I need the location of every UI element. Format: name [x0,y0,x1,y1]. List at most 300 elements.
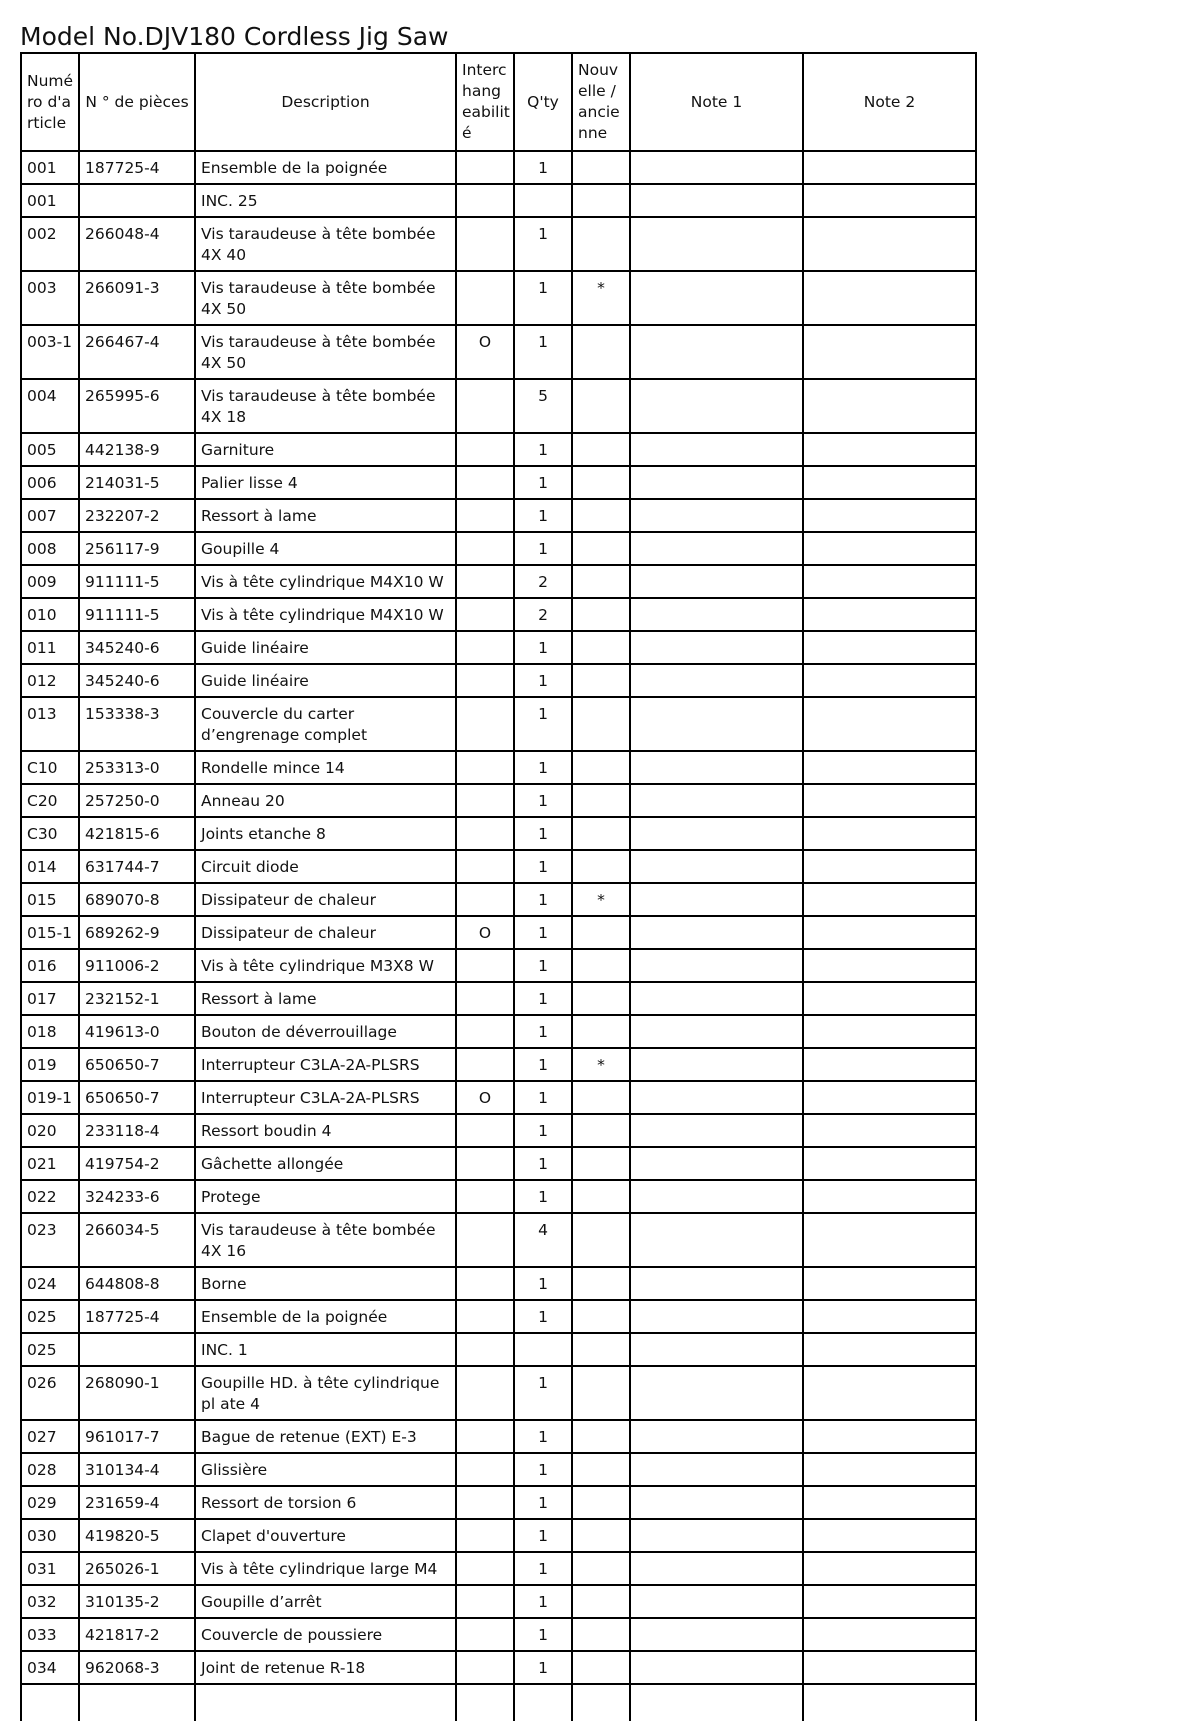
note1-cell [630,883,803,916]
part-number-cell: 631744-7 [79,850,195,883]
interchangeability-cell [456,379,514,433]
note2-cell [803,751,976,784]
note1-cell [630,1015,803,1048]
table-row [21,151,976,184]
note1-cell [630,499,803,532]
header-interchangeability: Interc hang eabilit é [456,53,514,151]
quantity-cell: 1 [514,1552,572,1585]
interchangeability-cell [456,697,514,751]
part-number-cell: 419820-5 [79,1519,195,1552]
description-cell: Goupille HD. à tête cylindrique pl ate 4 [195,1366,456,1420]
description-cell: Palier lisse 4 [195,466,456,499]
item-number-cell: 025 [21,1300,79,1333]
interchangeability-cell [456,1300,514,1333]
quantity-cell: 1 [514,1366,572,1420]
table-row [21,883,976,916]
item-number-cell: 001 [21,184,79,217]
table-row [21,1213,976,1267]
part-number-cell: 187725-4 [79,151,195,184]
table-row [21,1453,976,1486]
note2-cell [803,883,976,916]
item-number-cell: 033 [21,1618,79,1651]
item-number-cell: 015 [21,883,79,916]
interchangeability-cell: O [456,325,514,379]
item-number-cell: 024 [21,1267,79,1300]
quantity-cell: 1 [514,271,572,325]
table-row [21,1420,976,1453]
new-old-cell [572,1420,630,1453]
note2-cell [803,598,976,631]
note1-cell [630,1333,803,1366]
part-number-cell: 187725-4 [79,1300,195,1333]
part-number-cell: 265026-1 [79,1552,195,1585]
table-row [21,565,976,598]
part-number-cell: 253313-0 [79,751,195,784]
table-row [21,1366,976,1420]
note1-cell [630,184,803,217]
description-cell: Couvercle du carter d’engrenage complet [195,697,456,751]
parts-table-body [21,151,976,1721]
part-number-cell: 689262-9 [79,916,195,949]
interchangeability-cell: O [456,1081,514,1114]
new-old-cell [572,1453,630,1486]
note2-cell [803,1420,976,1453]
description-cell: Dissipateur de chaleur [195,883,456,916]
new-old-cell: * [572,883,630,916]
part-number-cell: 650650-7 [79,1081,195,1114]
table-row [21,697,976,751]
description-cell: Dissipateur de chaleur [195,916,456,949]
quantity-cell: 1 [514,1147,572,1180]
interchangeability-cell [456,817,514,850]
table-row [21,916,976,949]
description-cell: Ensemble de la poignée [195,1300,456,1333]
interchangeability-cell [456,1486,514,1519]
new-old-cell [572,1618,630,1651]
description-cell: Vis taraudeuse à tête bombée 4X 18 [195,379,456,433]
part-number-cell: 266091-3 [79,271,195,325]
item-number-cell: 021 [21,1147,79,1180]
description-cell: Clapet d'ouverture [195,1519,456,1552]
interchangeability-cell [456,565,514,598]
item-number-cell: 017 [21,982,79,1015]
quantity-cell: 1 [514,1081,572,1114]
note2-cell [803,379,976,433]
note2-cell [803,1213,976,1267]
new-old-cell [572,433,630,466]
note1-cell [630,325,803,379]
quantity-cell: 1 [514,1453,572,1486]
new-old-cell [572,949,630,982]
new-old-cell [572,1081,630,1114]
note1-cell [630,151,803,184]
new-old-cell [572,1651,630,1684]
item-number-cell: 011 [21,631,79,664]
part-number-cell: 265995-6 [79,379,195,433]
note1-cell [630,466,803,499]
interchangeability-cell [456,850,514,883]
new-old-cell [572,1147,630,1180]
note1-cell [630,631,803,664]
note1-cell [630,1213,803,1267]
note2-cell [803,1267,976,1300]
item-number-cell: C10 [21,751,79,784]
new-old-cell [572,1015,630,1048]
description-cell: Guide linéaire [195,664,456,697]
description-cell: Ressort à lame [195,499,456,532]
description-cell: Vis taraudeuse à tête bombée 4X 40 [195,217,456,271]
interchangeability-cell [456,1048,514,1081]
note2-cell [803,1552,976,1585]
note2-cell [803,1519,976,1552]
part-number-cell: 911111-5 [79,565,195,598]
part-number-cell: 256117-9 [79,532,195,565]
header-qty: Q'ty [514,53,572,151]
new-old-cell [572,217,630,271]
quantity-cell: 1 [514,817,572,850]
note2-cell [803,1453,976,1486]
description-cell: Borne [195,1267,456,1300]
quantity-cell: 1 [514,949,572,982]
table-row [21,949,976,982]
quantity-cell [514,1333,572,1366]
interchangeability-cell [456,1114,514,1147]
interchangeability-cell [456,532,514,565]
interchangeability-cell [456,1552,514,1585]
new-old-cell [572,784,630,817]
note2-cell [803,1180,976,1213]
item-number-cell: 013 [21,697,79,751]
interchangeability-cell [456,598,514,631]
table-header-row [21,53,976,151]
note1-cell [630,598,803,631]
item-number-cell: 007 [21,499,79,532]
item-number-cell: 034 [21,1651,79,1684]
interchangeability-cell [456,751,514,784]
note1-cell [630,1618,803,1651]
table-row [21,1180,976,1213]
description-cell: Vis à tête cylindrique M3X8 W [195,949,456,982]
part-number-cell: 257250-0 [79,784,195,817]
quantity-cell: 1 [514,982,572,1015]
interchangeability-cell [456,1267,514,1300]
note2-cell [803,850,976,883]
description-cell: Interrupteur C3LA-2A-PLSRS [195,1048,456,1081]
new-old-cell [572,151,630,184]
quantity-cell: 1 [514,466,572,499]
new-old-cell [572,697,630,751]
part-number-cell: 266034-5 [79,1213,195,1267]
description-cell: Ressort boudin 4 [195,1114,456,1147]
part-number-cell: 153338-3 [79,697,195,751]
table-row [21,1267,976,1300]
part-number-cell: 232207-2 [79,499,195,532]
part-number-cell: 310135-2 [79,1585,195,1618]
interchangeability-cell [456,982,514,1015]
note1-cell [630,271,803,325]
quantity-cell: 1 [514,751,572,784]
quantity-cell: 1 [514,1618,572,1651]
part-number-cell [79,184,195,217]
empty-cell [456,1684,514,1721]
table-row [21,532,976,565]
item-number-cell: 029 [21,1486,79,1519]
empty-cell [514,1684,572,1721]
note2-cell [803,217,976,271]
quantity-cell: 1 [514,325,572,379]
note1-cell [630,1081,803,1114]
table-row [21,499,976,532]
new-old-cell [572,664,630,697]
description-cell: Glissière [195,1453,456,1486]
parts-table [20,52,977,1721]
quantity-cell: 1 [514,217,572,271]
new-old-cell [572,1333,630,1366]
part-number-cell: 419754-2 [79,1147,195,1180]
new-old-cell [572,325,630,379]
interchangeability-cell [456,1015,514,1048]
note1-cell [630,379,803,433]
new-old-cell [572,817,630,850]
quantity-cell: 1 [514,1015,572,1048]
empty-cell [572,1684,630,1721]
note1-cell [630,1366,803,1420]
interchangeability-cell [456,631,514,664]
table-row [21,325,976,379]
quantity-cell: 1 [514,1420,572,1453]
table-row [21,664,976,697]
quantity-cell: 2 [514,565,572,598]
table-row [21,1147,976,1180]
interchangeability-cell [456,1519,514,1552]
item-number-cell: 025 [21,1333,79,1366]
new-old-cell [572,184,630,217]
note1-cell [630,565,803,598]
table-row [21,1552,976,1585]
interchangeability-cell [456,1213,514,1267]
interchangeability-cell [456,1147,514,1180]
quantity-cell: 1 [514,631,572,664]
part-number-cell: 962068-3 [79,1651,195,1684]
new-old-cell [572,1486,630,1519]
item-number-cell: 018 [21,1015,79,1048]
part-number-cell [79,1333,195,1366]
note2-cell [803,466,976,499]
item-number-cell: 031 [21,1552,79,1585]
interchangeability-cell [456,1180,514,1213]
table-row [21,1486,976,1519]
description-cell: Goupille d’arrêt [195,1585,456,1618]
item-number-cell: 001 [21,151,79,184]
note1-cell [630,217,803,271]
note2-cell [803,499,976,532]
quantity-cell: 1 [514,433,572,466]
note2-cell [803,1081,976,1114]
description-cell: Vis à tête cylindrique M4X10 W [195,598,456,631]
part-number-cell: 650650-7 [79,1048,195,1081]
item-number-cell: 004 [21,379,79,433]
part-number-cell: 419613-0 [79,1015,195,1048]
part-number-cell: 644808-8 [79,1267,195,1300]
item-number-cell: 006 [21,466,79,499]
note1-cell [630,916,803,949]
table-row [21,1300,976,1333]
description-cell: Bouton de déverrouillage [195,1015,456,1048]
new-old-cell [572,850,630,883]
item-number-cell: 026 [21,1366,79,1420]
item-number-cell: 003-1 [21,325,79,379]
empty-cell [195,1684,456,1721]
note2-cell [803,433,976,466]
table-row [21,217,976,271]
part-number-cell: 214031-5 [79,466,195,499]
item-number-cell: 012 [21,664,79,697]
part-number-cell: 345240-6 [79,631,195,664]
quantity-cell: 1 [514,916,572,949]
quantity-cell: 2 [514,598,572,631]
table-row [21,1048,976,1081]
note2-cell [803,982,976,1015]
note2-cell [803,697,976,751]
note2-cell [803,1114,976,1147]
header-item-no: Numé ro d'a rticle [21,53,79,151]
note2-cell [803,1651,976,1684]
interchangeability-cell [456,466,514,499]
item-number-cell: 008 [21,532,79,565]
table-row [21,598,976,631]
note1-cell [630,751,803,784]
note1-cell [630,1552,803,1585]
table-row-continuation [21,1684,976,1721]
table-row [21,379,976,433]
note2-cell [803,1366,976,1420]
note1-cell [630,1486,803,1519]
note2-cell [803,1618,976,1651]
new-old-cell [572,598,630,631]
note1-cell [630,1267,803,1300]
empty-cell [21,1684,79,1721]
table-row [21,466,976,499]
part-number-cell: 689070-8 [79,883,195,916]
header-note2: Note 2 [803,53,976,151]
note1-cell [630,784,803,817]
interchangeability-cell: O [456,916,514,949]
quantity-cell: 1 [514,1048,572,1081]
description-cell: Rondelle mince 14 [195,751,456,784]
part-number-cell: 961017-7 [79,1420,195,1453]
header-new-old: Nouv elle / ancie nne [572,53,630,151]
part-number-cell: 442138-9 [79,433,195,466]
interchangeability-cell [456,499,514,532]
part-number-cell: 345240-6 [79,664,195,697]
part-number-cell: 268090-1 [79,1366,195,1420]
item-number-cell: 003 [21,271,79,325]
table-row [21,1114,976,1147]
new-old-cell [572,1519,630,1552]
quantity-cell: 1 [514,784,572,817]
note2-cell [803,916,976,949]
table-row [21,784,976,817]
table-row [21,1519,976,1552]
description-cell: Bague de retenue (EXT) E-3 [195,1420,456,1453]
new-old-cell [572,1267,630,1300]
table-row [21,982,976,1015]
new-old-cell: * [572,271,630,325]
note1-cell [630,1585,803,1618]
header-description: Description [195,53,456,151]
note1-cell [630,1420,803,1453]
quantity-cell: 1 [514,1267,572,1300]
note1-cell [630,850,803,883]
table-row [21,271,976,325]
note2-cell [803,1015,976,1048]
new-old-cell [572,565,630,598]
interchangeability-cell [456,1453,514,1486]
note1-cell [630,1147,803,1180]
item-number-cell: 015-1 [21,916,79,949]
quantity-cell: 1 [514,151,572,184]
item-number-cell: 023 [21,1213,79,1267]
description-cell: Goupille 4 [195,532,456,565]
quantity-cell: 1 [514,1180,572,1213]
empty-cell [630,1684,803,1721]
interchangeability-cell [456,271,514,325]
item-number-cell: 020 [21,1114,79,1147]
note1-cell [630,697,803,751]
new-old-cell [572,1585,630,1618]
new-old-cell [572,499,630,532]
quantity-cell: 5 [514,379,572,433]
item-number-cell: 016 [21,949,79,982]
quantity-cell: 1 [514,850,572,883]
note1-cell [630,982,803,1015]
interchangeability-cell [456,151,514,184]
description-cell: Vis taraudeuse à tête bombée 4X 50 [195,271,456,325]
item-number-cell: 005 [21,433,79,466]
note1-cell [630,1048,803,1081]
item-number-cell: 014 [21,850,79,883]
description-cell: Vis taraudeuse à tête bombée 4X 16 [195,1213,456,1267]
interchangeability-cell [456,664,514,697]
new-old-cell [572,1213,630,1267]
item-number-cell: 010 [21,598,79,631]
part-number-cell: 233118-4 [79,1114,195,1147]
description-cell: INC. 25 [195,184,456,217]
description-cell: Joint de retenue R-18 [195,1651,456,1684]
new-old-cell [572,1180,630,1213]
description-cell: Ressort à lame [195,982,456,1015]
interchangeability-cell [456,883,514,916]
note1-cell [630,949,803,982]
note1-cell [630,1300,803,1333]
table-row [21,1081,976,1114]
description-cell: Protege [195,1180,456,1213]
item-number-cell: 009 [21,565,79,598]
interchangeability-cell [456,1651,514,1684]
new-old-cell [572,466,630,499]
item-number-cell: 032 [21,1585,79,1618]
note1-cell [630,433,803,466]
note2-cell [803,1300,976,1333]
description-cell: Circuit diode [195,850,456,883]
interchangeability-cell [456,1618,514,1651]
item-number-cell: C30 [21,817,79,850]
item-number-cell: 019-1 [21,1081,79,1114]
table-row [21,1015,976,1048]
description-cell: INC. 1 [195,1333,456,1366]
part-number-cell: 231659-4 [79,1486,195,1519]
note2-cell [803,271,976,325]
